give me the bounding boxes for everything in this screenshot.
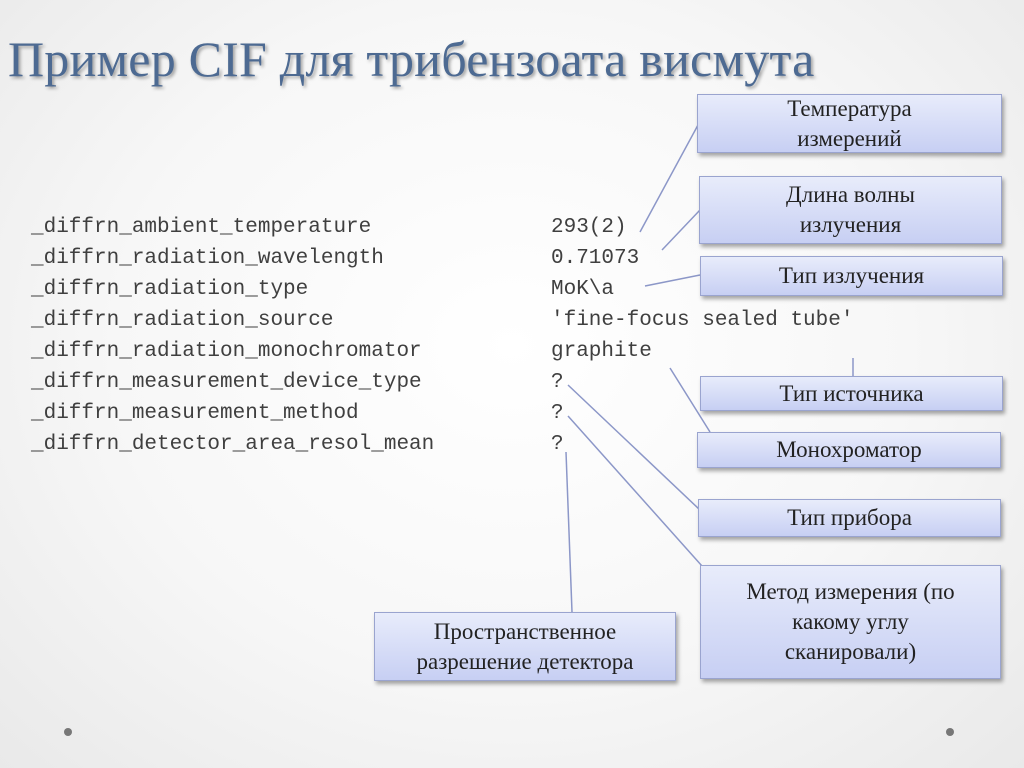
cif-row-radiation-monochromator: [31, 340, 931, 370]
decorative-dot-left: [64, 728, 72, 736]
callout-source-type-label: Тип источника: [779, 380, 924, 406]
cif-key: _diffrn_ambient_temperature: [31, 216, 372, 239]
callout-method: [700, 565, 1001, 679]
slide-title: Пример CIF для трибензоата висмута: [8, 31, 815, 87]
callout-device-type-label: Тип прибора: [787, 505, 912, 530]
cif-value: ?: [551, 433, 564, 456]
callout-device-type: [698, 499, 1001, 537]
cif-key: _diffrn_detector_area_resol_mean: [31, 433, 435, 456]
cif-key: _diffrn_radiation_type: [31, 278, 309, 301]
decorative-dot-right: [946, 728, 954, 736]
cif-value: 'fine-focus sealed tube': [551, 309, 854, 332]
callout-temperature: [697, 94, 1002, 153]
cif-row-radiation-source: [31, 309, 931, 339]
cif-key: _diffrn_radiation_monochromator: [31, 340, 422, 363]
callout-radiation-type: [700, 256, 1003, 296]
callout-source-type: [700, 376, 1003, 411]
leader-line-detector-resolution: [566, 452, 572, 612]
cif-key: _diffrn_measurement_device_type: [31, 371, 422, 394]
callout-monochromator-label: Монохроматор: [776, 437, 922, 462]
cif-value: ?: [551, 371, 564, 394]
callout-temperature-label: Температура измерений: [787, 95, 912, 151]
cif-value: MoK\a: [551, 278, 615, 301]
cif-value: graphite: [551, 340, 652, 363]
callout-detector-resolution: [374, 612, 676, 681]
callout-monochromator: [697, 432, 1001, 468]
callout-radiation-type-label: Тип излучения: [778, 263, 925, 288]
callout-detector-resolution-label: Пространственное разрешение детектора: [416, 618, 634, 674]
cif-key: _diffrn_radiation_wavelength: [31, 247, 384, 270]
cif-key: _diffrn_measurement_method: [31, 402, 359, 425]
cif-value: 293(2): [551, 216, 627, 239]
callout-wavelength: [699, 176, 1002, 244]
callout-method-label: Метод измерения (по какому углу сканировали): [746, 579, 955, 664]
cif-value: 0.71073: [551, 247, 640, 270]
cif-key: _diffrn_radiation_source: [31, 309, 334, 332]
callout-wavelength-label: Длина волны излучения: [786, 182, 915, 237]
cif-value: ?: [551, 402, 564, 425]
